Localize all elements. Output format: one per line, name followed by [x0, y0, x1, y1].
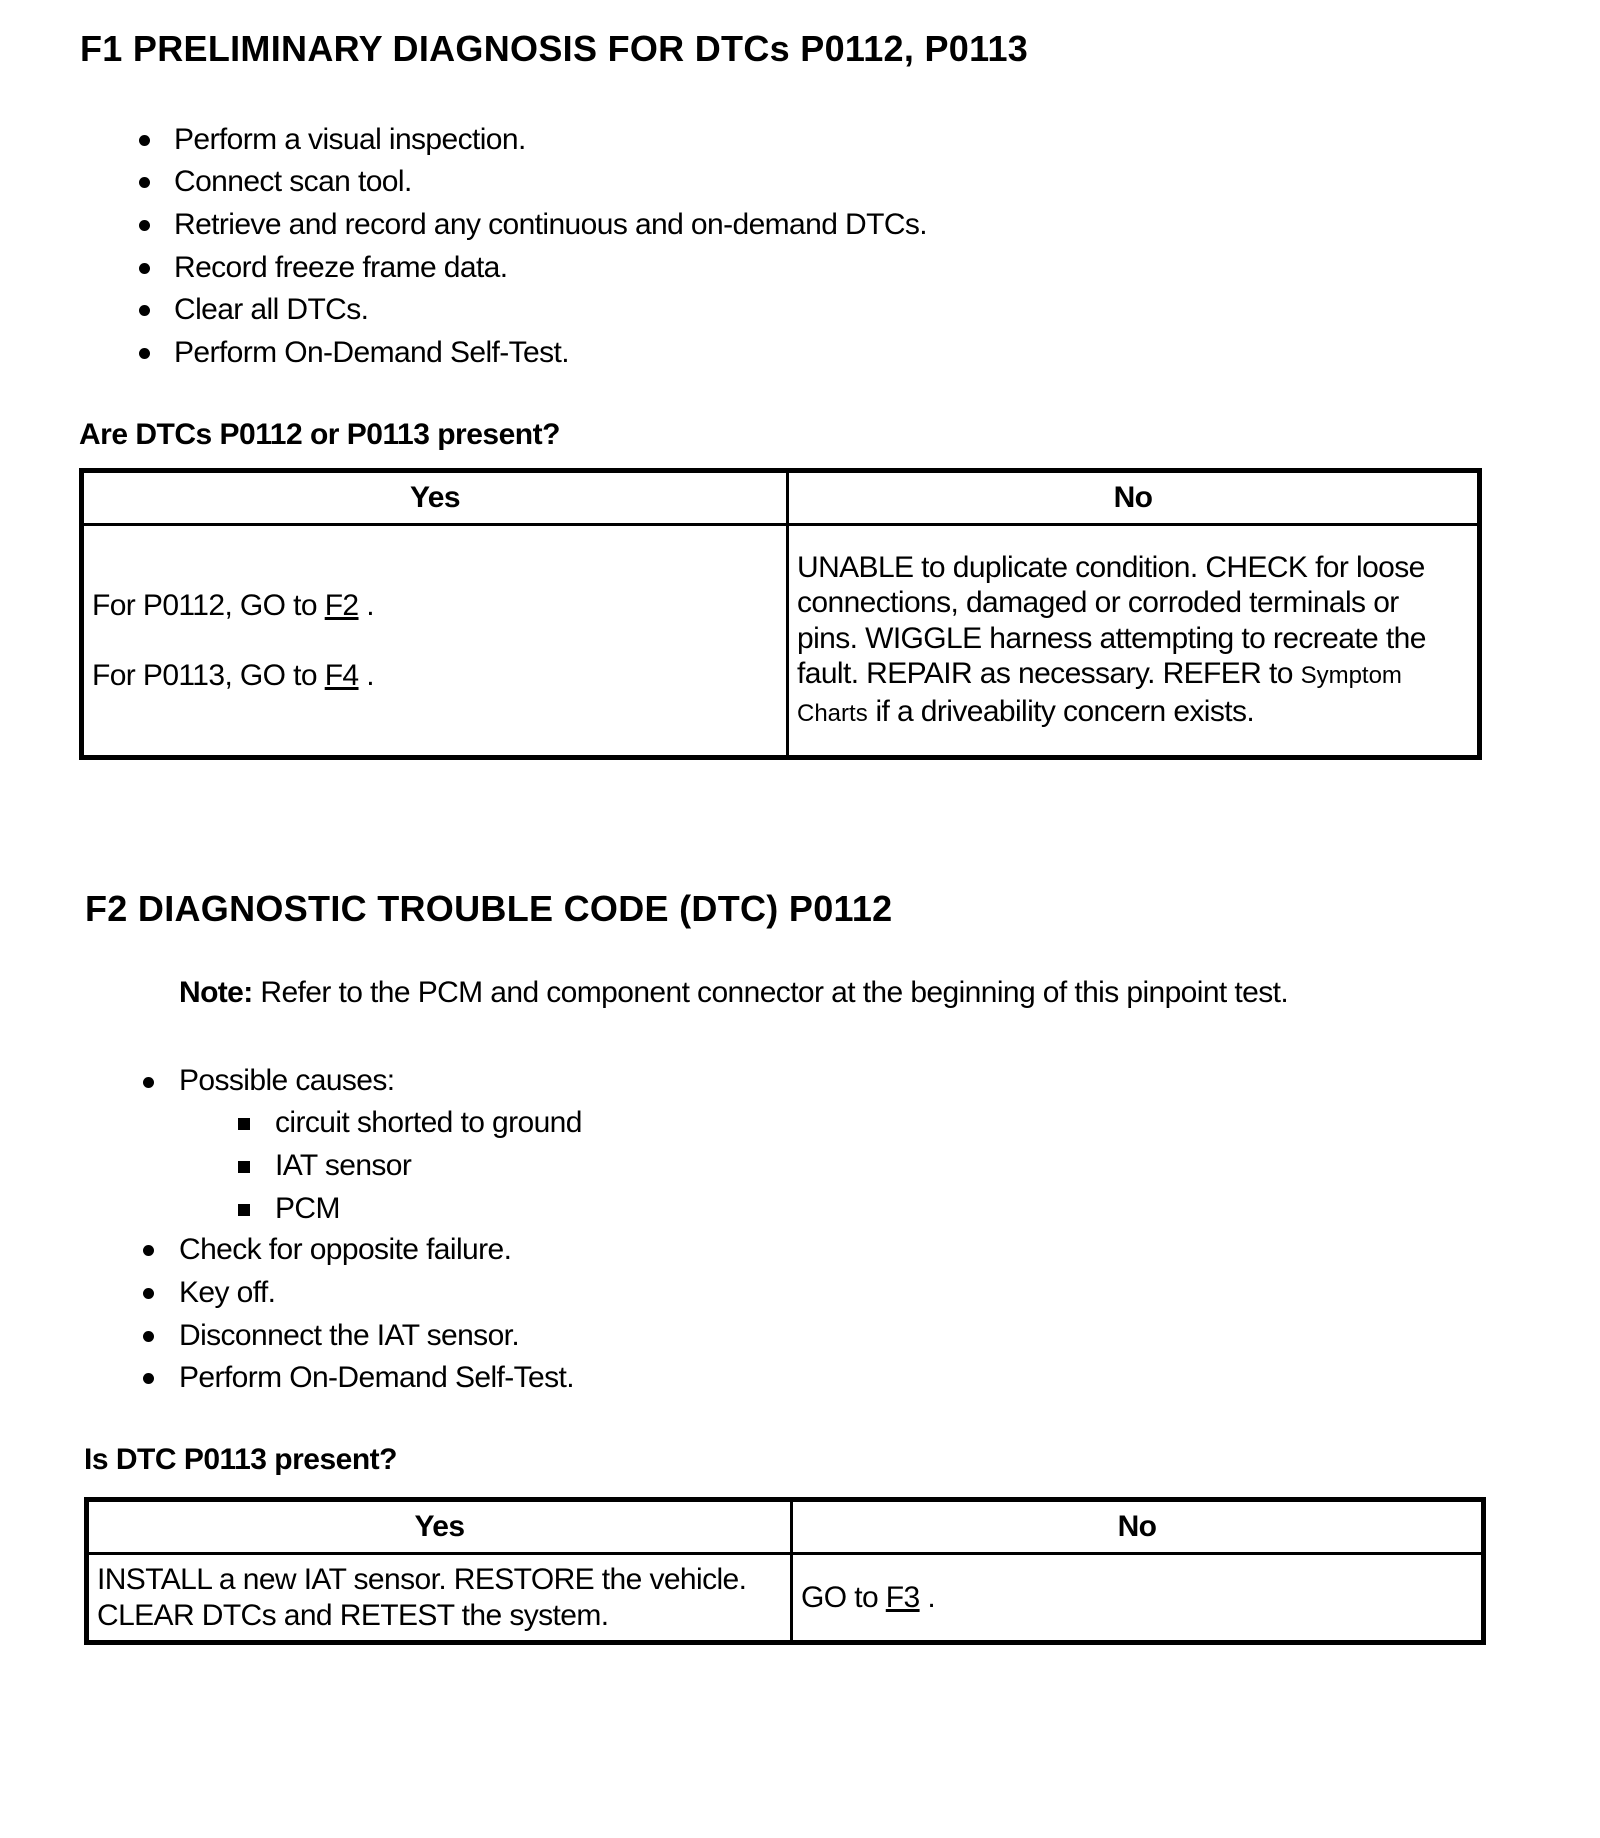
bullet-icon [139, 177, 150, 188]
link-f3[interactable]: F3 [885, 1580, 920, 1614]
no-column-header: No [788, 471, 1480, 525]
period: . [366, 588, 375, 622]
f2-result-table [84, 1497, 1486, 1645]
symptom-charts-link[interactable]: Symptom Charts [797, 662, 1402, 727]
bullet-icon [143, 1077, 154, 1088]
f1-question: Are DTCs P0112 or P0113 present? [79, 418, 560, 451]
bullet-icon [143, 1245, 154, 1256]
period: . [366, 658, 375, 692]
note-label: Note: [179, 976, 253, 1009]
list-item: Disconnect the IAT sensor. [179, 1319, 520, 1352]
no-text: GO to [801, 1580, 879, 1614]
bullet-icon [139, 220, 150, 231]
yes-column-header: Yes [82, 471, 788, 525]
bullet-icon [143, 1331, 154, 1342]
note-text: Refer to the PCM and component connector at the beginning of this pinpoint test. [260, 976, 1289, 1009]
bullet-icon [143, 1288, 154, 1299]
f1-heading: F1 PRELIMINARY DIAGNOSIS FOR DTCs P0112, P0113 [80, 28, 1029, 69]
square-bullet-icon [238, 1118, 250, 1130]
no-text: UNABLE to duplicate condition. CHECK for loose connections, damaged or corroded terminals or pins. WIGGLE harness attempting to recreate the fault. REPAIR as necessary. REFER to [797, 550, 1426, 691]
note [179, 975, 1288, 1011]
bullet-icon [139, 348, 150, 359]
yes-line-1: For P0112, GO to [92, 588, 317, 622]
list-item: Key off. [179, 1276, 276, 1309]
cause-item: PCM [275, 1192, 340, 1225]
f2-heading: F2 DIAGNOSTIC TROUBLE CODE (DTC) P0112 [85, 888, 893, 929]
list-item: Connect scan tool. [174, 165, 412, 198]
no-text-end: if a driveability concern exists. [875, 694, 1255, 728]
yes-column-header: Yes [87, 1500, 792, 1554]
list-item: Perform a visual inspection. [174, 123, 526, 156]
yes-cell: INSTALL a new IAT sensor. RESTORE the vehicle. CLEAR DTCs and RETEST the system. [87, 1554, 792, 1643]
list-item: Check for opposite failure. [179, 1233, 512, 1266]
f1-result-table [79, 468, 1482, 760]
bullet-icon [139, 135, 150, 146]
square-bullet-icon [238, 1161, 250, 1173]
yes-line-2: For P0113, GO to [92, 658, 317, 692]
bullet-icon [143, 1373, 154, 1384]
list-item: Retrieve and record any continuous and on-demand DTCs. [174, 208, 928, 241]
no-cell [788, 525, 1480, 758]
cause-item: circuit shorted to ground [275, 1106, 582, 1139]
bullet-icon [139, 263, 150, 274]
square-bullet-icon [238, 1204, 250, 1216]
no-column-header: No [792, 1500, 1484, 1554]
list-item: Perform On-Demand Self-Test. [179, 1361, 574, 1394]
period: . [927, 1580, 936, 1614]
link-f4[interactable]: F4 [324, 658, 359, 692]
cause-item: IAT sensor [275, 1149, 412, 1182]
yes-cell [82, 525, 788, 758]
f2-question: Is DTC P0113 present? [84, 1443, 397, 1476]
list-item: Clear all DTCs. [174, 293, 369, 326]
bullet-icon [139, 305, 150, 316]
no-cell [792, 1554, 1484, 1643]
list-item: Record freeze frame data. [174, 251, 508, 284]
list-item: Perform On-Demand Self-Test. [174, 336, 569, 369]
link-f2[interactable]: F2 [324, 588, 359, 622]
list-item: Possible causes: [179, 1064, 395, 1097]
